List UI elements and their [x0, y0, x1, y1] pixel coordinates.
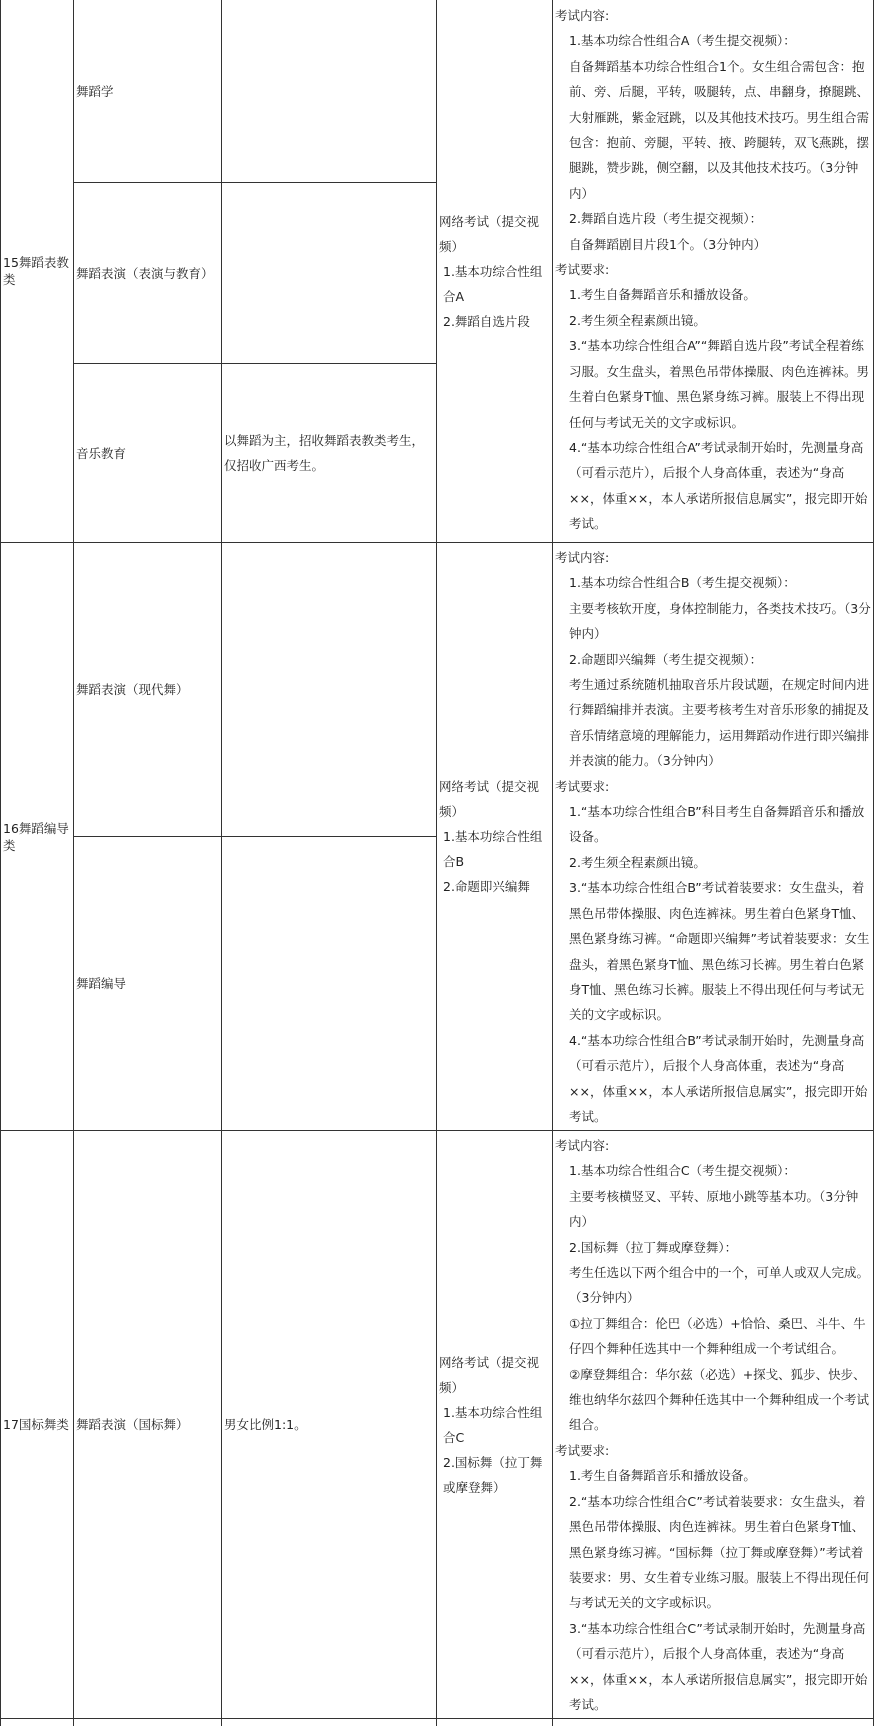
exam-method-line: 1.基本功综合性组合C: [443, 1404, 543, 1445]
content-line: 3.“基本功综合性组合A”“舞蹈自选片段”考试全程着练习服。女生盘头，着黑色吊带体操服、肉色连裤袜。男生着白色紧身T恤、黑色紧身练习裤。服装上不得出现任何与考试无关的文字或标识。: [569, 338, 870, 430]
major-label: 舞蹈学: [76, 83, 114, 99]
content-line: 考生任选以下两个组合中的一个，可单人或双人完成。（3分钟内）: [569, 1265, 870, 1306]
content-line: 考试要求:: [555, 778, 610, 794]
content-line: 1.基本功综合性组合B（考生提交视频）：: [569, 575, 796, 591]
exam-method-line: 1.基本功综合性组合A: [443, 263, 543, 304]
exam-method-cell: [437, 543, 552, 1130]
notes-text: 男女比例1:1。: [224, 1417, 307, 1432]
notes-cell: [222, 837, 436, 1130]
content-line: 1.“基本功综合性组合B”科目考生自备舞蹈音乐和播放设备。: [569, 804, 865, 845]
exam-method-line: 2.国标舞（拉丁舞或摩登舞）: [443, 1454, 543, 1495]
content-line: 2.国标舞（拉丁舞或摩登舞）：: [569, 1239, 738, 1255]
major-label: 音乐教育: [76, 445, 127, 461]
exam-method-cell: [437, 0, 552, 542]
major-cell: [74, 837, 221, 1130]
exam-method-line: 1.基本功综合性组合B: [443, 829, 543, 869]
exam-method-line: 网络考试（提交视频）: [439, 213, 540, 254]
category-label: 17国标舞类: [3, 1417, 69, 1432]
major-cell: [74, 183, 221, 363]
notes-cell: [222, 364, 436, 542]
exam-content-cell: [553, 545, 873, 1129]
content-line: ②摩登舞组合：华尔兹（必选）+探戈、狐步、快步、维也纳华尔兹四个舞种任选其中一个舞种组成一个考试组合。: [569, 1366, 870, 1433]
content-line: 自备舞蹈剧目片段1个。（3分钟内）: [569, 236, 767, 252]
content-line: 主要考核软开度，身体控制能力，各类技术技巧。（3分钟内）: [569, 600, 871, 642]
exam-method-line: 网络考试（提交视频）: [439, 1354, 540, 1395]
content-line: 主要考核横竖叉、平转、原地小跳等基本功。（3分钟内）: [569, 1188, 859, 1230]
content-line: 考试要求:: [555, 1442, 610, 1458]
notes-cell: [222, 183, 436, 363]
content-line: 3.“基本功综合性组合C”考试录制开始时，先测量身高（可看示范片），后报个人身高体重，表述为“身高××，体重××，本人承诺所报信息属实”，报完即开始考试。: [569, 1620, 868, 1712]
major-cell: [74, 543, 221, 836]
notes-cell: [222, 0, 436, 182]
content-line: 考试内容:: [555, 8, 610, 23]
major-cell: [74, 0, 221, 182]
category-label: 15舞蹈表教类: [3, 255, 69, 287]
content-line: 自备舞蹈基本功综合性组合1个。女生组合需包含：抱前、旁、后腿，平转，吸腿转，点、串翻身，撩腿跳、大射雁跳，紫金冠跳，以及其他技术技巧。男生组合需包含：抱前、旁腿，平转、掖、跨腿转，双飞燕跳，摆腿跳，赞步跳，侧空翻，以及其他技术技巧。（3分钟内）: [569, 58, 870, 201]
category-cell: [1, 543, 73, 1130]
exam-method-line: 网络考试（提交视频）: [439, 779, 540, 819]
major-cell: [74, 364, 221, 542]
exam-content-cell: [553, 3, 873, 537]
notes-cell: [222, 1131, 436, 1718]
category-cell: [1, 1131, 73, 1718]
content-line: 2.“基本功综合性组合C”考试着装要求：女生盘头，着黑色吊带体操服、肉色连裤袜。男生着白色紧身T恤、黑色紧身练习裤。“国标舞（拉丁舞或摩登舞）”考试着装要求：男、女生着专业练习服。服装上不得出现任何与考试无关的文字或标识。: [569, 1493, 870, 1611]
major-label: 舞蹈表演（国标舞）: [76, 1417, 189, 1432]
content-line: 1.考生自备舞蹈音乐和播放设备。: [569, 1468, 756, 1484]
content-line: 3.“基本功综合性组合B”考试着装要求：女生盘头，着黑色吊带体操服、肉色连裤袜。男生着白色紧身T恤、黑色紧身练习裤。“命题即兴编舞”考试着装要求：女生盘头，着黑色紧身T恤、黑色练习长裤。男生着白色紧身T恤、黑色练习长裤。服装上不得出现任何与考试无关的文字或标识。: [569, 880, 870, 1023]
content-line: 4.“基本功综合性组合A”考试录制开始时，先测量身高（可看示范片），后报个人身高体重，表述为“身高××，体重××，本人承诺所报信息属实”，报完即开始考试。: [569, 439, 868, 532]
content-line: 1.考生自备舞蹈音乐和播放设备。: [569, 287, 756, 303]
exam-method-line: 2.舞蹈自选片段: [443, 313, 530, 329]
content-line: 考试内容:: [555, 550, 610, 565]
content-line: 1.基本功综合性组合C（考生提交视频）：: [569, 1163, 796, 1179]
content-line: 考生通过系统随机抽取音乐片段试题，在规定时间内进行舞蹈编排并表演。主要考核考生对音乐形象的捕捉及音乐情绪意境的理解能力，运用舞蹈动作进行即兴编排并表演的能力。（3分钟内）: [569, 677, 870, 769]
content-line: ①拉丁舞组合：伦巴（必选）+恰恰、桑巴、斗牛、牛仔四个舞种任选其中一个舞种组成一个考试组合。: [569, 1315, 866, 1357]
content-line: 4.“基本功综合性组合B”考试录制开始时，先测量身高（可看示范片），后报个人身高体重，表述为“身高××，体重××，本人承诺所报信息属实”，报完即开始考试。: [569, 1032, 868, 1124]
content-line: 考试内容:: [555, 1138, 610, 1153]
exam-method-line: 2.命题即兴编舞: [443, 879, 530, 894]
exam-content-cell: [553, 1133, 873, 1717]
content-line: 1.基本功综合性组合A（考生提交视频）：: [569, 33, 796, 49]
major-label: 舞蹈编导: [76, 976, 127, 991]
notes-text: 以舞蹈为主，招收舞蹈表教类考生，仅招收广西考生。: [224, 433, 425, 473]
major-label: 舞蹈表演（表演与教育）: [76, 265, 214, 281]
notes-cell: [222, 543, 436, 836]
exam-method-cell: [437, 1131, 552, 1718]
major-cell: [74, 1131, 221, 1718]
content-line: 2.考生须全程素颜出镜。: [569, 854, 706, 870]
content-line: 2.舞蹈自选片段（考生提交视频）：: [569, 211, 763, 227]
content-line: 2.命题即兴编舞（考生提交视频）：: [569, 651, 763, 667]
major-label: 舞蹈表演（现代舞）: [76, 682, 189, 697]
category-cell: [1, 0, 73, 542]
content-line: 考试要求:: [555, 262, 610, 278]
content-line: 2.考生须全程素颜出镜。: [569, 312, 706, 328]
category-label: 16舞蹈编导类: [3, 820, 69, 853]
